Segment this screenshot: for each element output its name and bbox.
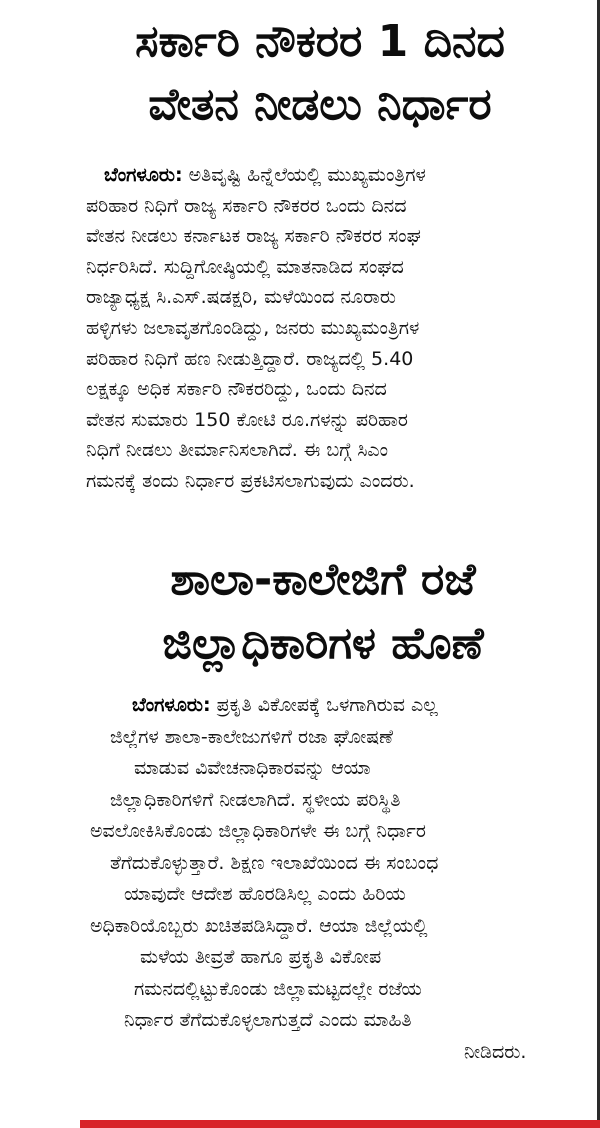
story-salary-donation	[0, 10, 590, 497]
story2-line-6: ತೆಗೆದುಕೊಳ್ಳುತ್ತಾರೆ. ಶಿಕ್ಷಣ ಇಲಾಖೆಯಿಂದ ಈ ಸಂಬಂಧ	[110, 851, 439, 874]
story2-headline-line2: ಜಿಲ್ಲಾಧಿಕಾರಿಗಳ ಹೊಣೆ	[162, 618, 484, 669]
story1-line-4: ನಿರ್ಧರಿಸಿದೆ. ಸುದ್ದಿಗೋಷ್ಠಿಯಲ್ಲಿ ಮಾತನಾಡಿದ ಸಂಘದ	[86, 255, 404, 278]
story1-line-2: ಪರಿಹಾರ ನಿಧಿಗೆ ರಾಜ್ಯ ಸರ್ಕಾರಿ ನೌಕರರ ಒಂದು ದಿನದ	[86, 194, 407, 217]
story2-line-4: ಜಿಲ್ಲಾಧಿಕಾರಿಗಳಿಗೆ ನೀಡಲಾಗಿದೆ. ಸ್ಥಳೀಯ ಪರಿಸ್ಥಿತಿ	[110, 788, 401, 811]
story2-line-5: ಅವಲೋಕಿಸಿಕೊಂಡು ಜಿಲ್ಲಾಧಿಕಾರಿಗಳೇ ಈ ಬಗ್ಗೆ ನಿರ್ಧಾರ	[90, 820, 426, 842]
story1-headline-line1: ಸರ್ಕಾರಿ ನೌಕರರ 1 ದಿನದ	[135, 16, 505, 67]
story1-line-7: ಪರಿಹಾರ ನಿಧಿಗೆ ಹಣ ನೀಡುತ್ತಿದ್ದಾರೆ. ರಾಜ್ಯದಲ್ಲಿ 5.40	[86, 347, 414, 370]
story2-line-12: ನೀಡಿದರು.	[464, 1040, 527, 1063]
story2-line-1: ಬೆಂಗಳೂರು: ಪ್ರಕೃತಿ ವಿಕೋಪಕ್ಕೆ ಒಳಗಾಗಿರುವ ಎಲ್ಲ	[132, 694, 438, 716]
story1-dateline: ಬೆಂಗಳೂರು:	[104, 164, 183, 186]
story2-line-7: ಯಾವುದೇ ಆದೇಶ ಹೊರಡಿಸಿಲ್ಲ ಎಂದು ಹಿರಿಯ	[124, 883, 406, 905]
story2-headline-line1: ಶಾಲಾ-ಕಾಲೇಜಿಗೆ ರಜೆ	[170, 554, 476, 605]
bottom-accent-strip	[80, 1120, 600, 1128]
story2-headline	[0, 548, 590, 676]
story1-line-1: ಬೆಂಗಳೂರು: ಅತಿವೃಷ್ಟಿ ಹಿನ್ನೆಲೆಯಲ್ಲಿ ಮುಖ್ಯಮಂತ್ರಿಗಳ	[104, 164, 426, 186]
story1-line-5: ರಾಜ್ಯಾಧ್ಯಕ್ಷ ಸಿ.ಎಸ್.ಷಡಕ್ಷರಿ, ಮಳೆಯಿಂದ ನೂರಾರು	[86, 286, 396, 309]
story1-headline	[0, 10, 590, 136]
story-school-holiday	[0, 548, 590, 1068]
story1-line-11: ಗಮನಕ್ಕೆ ತಂದು ನಿರ್ಧಾರ ಪ್ರಕಟಿಸಲಾಗುವುದು ಎಂದರು.	[86, 469, 415, 492]
story1-body	[0, 160, 590, 497]
story1-line-10: ನಿಧಿಗೆ ನೀಡಲು ತೀರ್ಮಾನಿಸಲಾಗಿದೆ. ಈ ಬಗ್ಗೆ ಸಿಎಂ	[86, 439, 389, 462]
story2-line-2: ಜಿಲ್ಲೆಗಳ ಶಾಲಾ-ಕಾಲೇಜುಗಳಿಗೆ ರಜಾ ಘೋಷಣೆ	[110, 725, 393, 748]
story2-line-10: ಗಮನದಲ್ಲಿಟ್ಟುಕೊಂಡು ಜಿಲ್ಲಾಮಟ್ಟದಲ್ಲೇ ರಜೆಯ	[134, 977, 422, 1000]
story1-line-6: ಹಳ್ಳಿಗಳು ಜಲಾವೃತಗೊಂಡಿದ್ದು, ಜನರು ಮುಖ್ಯಮಂತ್ರಿಗಳ	[86, 316, 420, 339]
story2-line-8: ಅಧಿಕಾರಿಯೊಬ್ಬರು ಖಚಿತಪಡಿಸಿದ್ದಾರೆ. ಆಯಾ ಜಿಲ್ಲೆಯಲ್ಲಿ	[90, 914, 428, 937]
story1-line-8: ಲಕ್ಷಕ್ಕೂ ಅಧಿಕ ಸರ್ಕಾರಿ ನೌಕರರಿದ್ದು, ಒಂದು ದಿನದ	[86, 378, 387, 401]
story2-line-9: ಮಳೆಯ ತೀವ್ರತೆ ಹಾಗೂ ಪ್ರಕೃತಿ ವಿಕೋಪ	[140, 946, 382, 968]
story1-line-3: ವೇತನ ನೀಡಲು ಕರ್ನಾಟಕ ರಾಜ್ಯ ಸರ್ಕಾರಿ ನೌಕರರ ಸಂಘ	[86, 225, 421, 248]
story2-line-11: ನಿರ್ಧಾರ ತೆಗೆದುಕೊಳ್ಳಲಾಗುತ್ತದೆ ಎಂದು ಮಾಹಿತಿ	[124, 1009, 412, 1031]
story2-dateline: ಬೆಂಗಳೂರು:	[132, 694, 211, 716]
story2-body	[0, 690, 590, 1068]
story1-headline-line2: ವೇತನ ನೀಡಲು ನಿರ್ಧಾರ	[148, 79, 492, 130]
story1-line-9: ವೇತನ ಸುಮಾರು 150 ಕೋಟಿ ರೂ.ಗಳನ್ನು ಪರಿಹಾರ	[86, 408, 408, 431]
story2-line-3: ಮಾಡುವ ವಿವೇಚನಾಧಿಕಾರವನ್ನು ಆಯಾ	[134, 757, 371, 779]
